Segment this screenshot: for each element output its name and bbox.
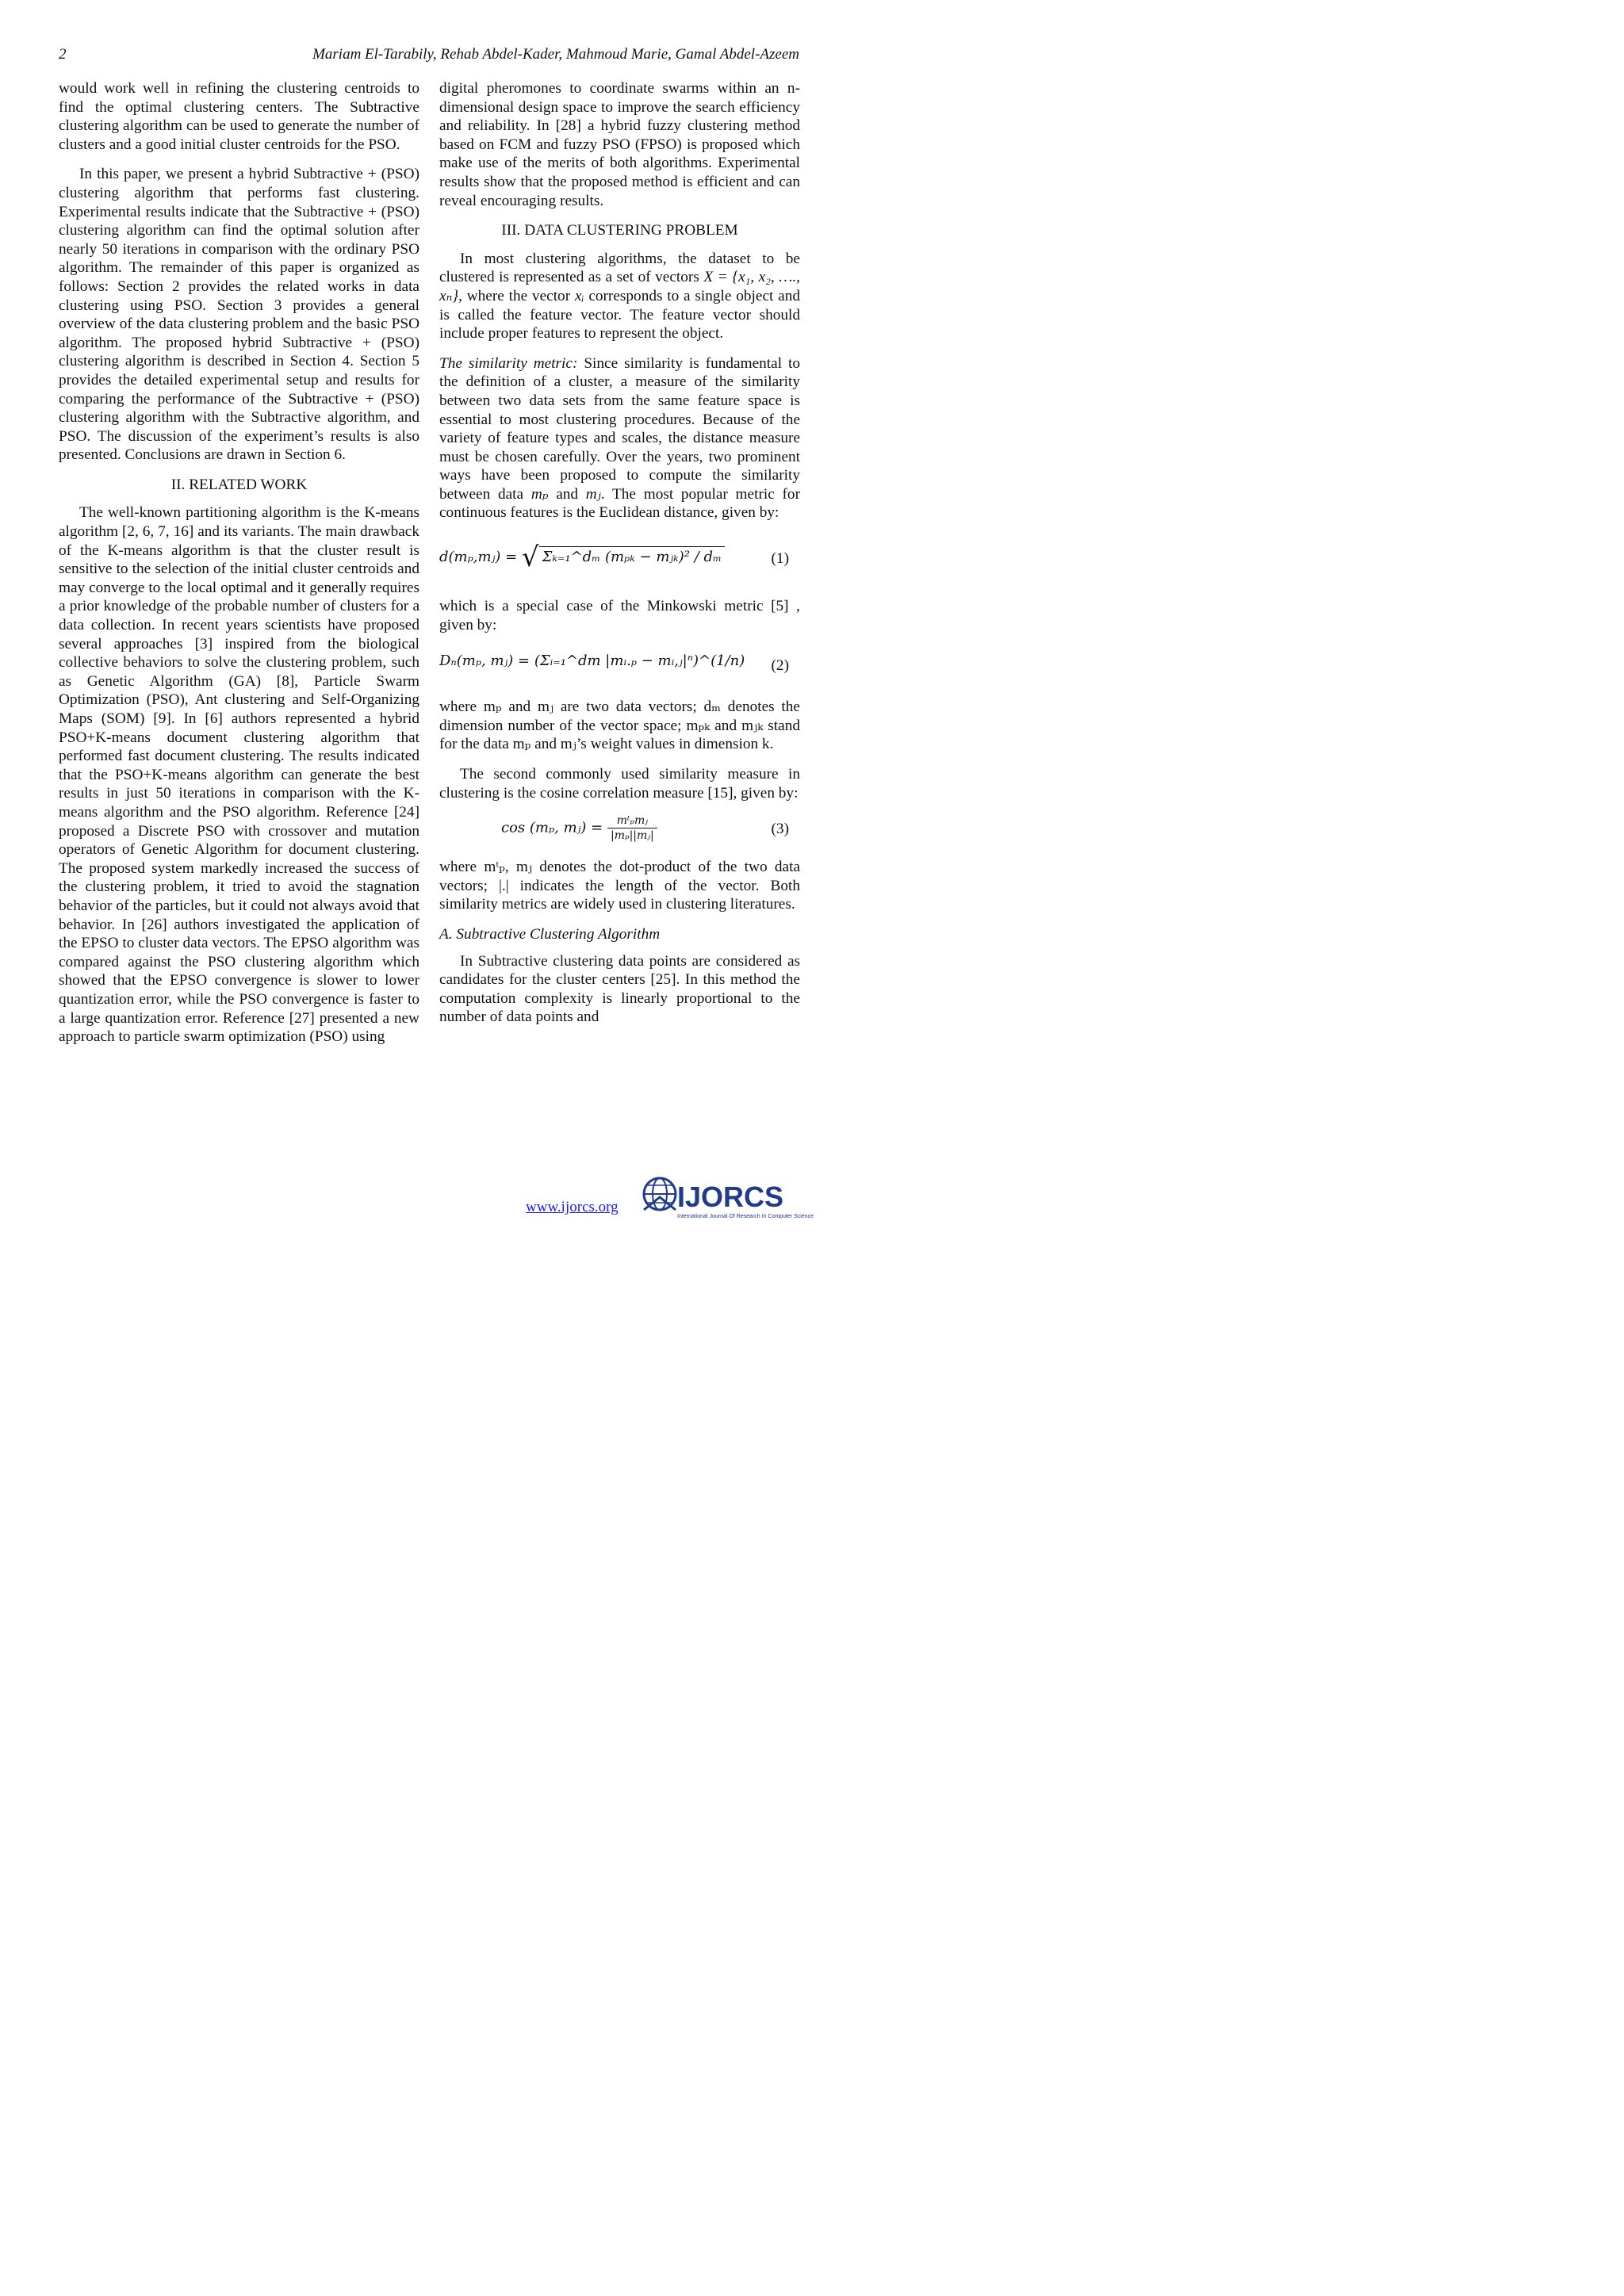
equation-3-body [501, 813, 657, 843]
paragraph [439, 354, 800, 522]
similarity-label: The similarity metric: [439, 354, 578, 372]
text-run: . The most popular metric for continuous features is the Euclidean distance, given by: [439, 485, 800, 522]
eq3-denominator: |mₚ||mⱼ| [611, 829, 654, 843]
eq1-radicand: Σₖ₌₁^dₘ (mₚₖ − mⱼₖ)² / dₘ [539, 546, 725, 565]
paragraph: In this paper, we present a hybrid Subtractive + (PSO) clustering algorithm that performs fast clustering. Experimental results indicate that the Subtractive + (PSO) clustering algorithm can find the optimal solution after nearly 50 iterations in comparison with the ordinary PSO algorithm. The remainder of this paper is organized as follows: Section 2 provides the related works in data clustering using PSO. Section 3 provides a general overview of the data clustering problem and the basic PSO algorithm. The proposed hybrid Subtractive + (PSO) clustering algorithm is described in Section 4. Section 5 provides the detailed experimental setup and results for comparing the performance of the Subtractive + (PSO) clustering algorithm with the Subtractive algorithm, and PSO. The discussion of the experiment’s results is also presented. Conclusions are drawn in Section 6. [59, 166, 419, 464]
text-run: corresponds to a single object and is called the feature vector. The feature vector should include proper features to represent the object. [439, 287, 800, 342]
eq3-lhs: cos (mₚ, mⱼ) = [501, 819, 603, 836]
globe-icon [644, 1178, 676, 1210]
text-run: and [556, 485, 579, 503]
right-column [439, 79, 800, 1038]
paragraph: where mᵗₚ, mⱼ denotes the dot-product of the two data vectors; |.| indicates the length of the vector. Both similarity metrics are widely used in clustering literatures. [439, 859, 800, 913]
math-mp: mₚ [530, 485, 549, 503]
journal-link[interactable]: www.ijorcs.org [526, 1199, 619, 1215]
paragraph [439, 250, 800, 343]
section-heading-related-work: II. RELATED WORK [170, 476, 308, 493]
math-set: X = {x₁, x₂, …., xₙ} [439, 269, 800, 304]
math-mj: mⱼ [585, 485, 601, 503]
paragraph: The second commonly used similarity measure in clustering is the cosine correlation measure [15], given by: [439, 766, 800, 802]
paragraph: The well-known partitioning algorithm is the K-means algorithm [2, 6, 7, 16] and its variants. The main drawback of the K-means algorithm is that the cluster result is sensitive to the selection of the initial cluster centroids and may converge to the local optimal and it generally requires a prior knowledge of the probable number of clusters for a data collection. In recent years scientists have proposed several approaches [3] inspired from the biological collective behaviors to solve the clustering problem, such as Genetic Algorithm (GA) [8], Particle Swarm Optimization (PSO), Ant clustering and Self-Organizing Maps (SOM) [9]. In [6] authors represented a hybrid PSO+K-means document clustering algorithm that performed fast document clustering. The results indicated that the PSO+K-means algorithm can generate the best results in just 50 iterations in comparison with the K-means algorithm and the PSO algorithm. Reference [24] proposed a Discrete PSO with crossover and mutation operators of Genetic Algorithm for document clustering. The proposed system markedly increased the success of the clustering problem, it tried to avoid the stagnation behavior of the particles, but it could not always avoid that behavior. In [26] authors investigated the application of the EPSO to cluster data vectors. The EPSO algorithm was compared against the PSO clustering algorithm which showed that the EPSO convergence is slower to lower quantization error, while the PSO convergence is faster to a large quantization error. Reference [27] presented a new approach to particle swarm optimization (PSO) using [59, 504, 419, 1046]
sqrt-sign: √ [521, 541, 539, 574]
paragraph: In Subtractive clustering data points are considered as candidates for the cluster centers [25]. In this method the computation complexity is linearly proportional to the number of data points and [439, 952, 800, 1026]
equation-2-body: Dₙ(mₚ, mⱼ) = (Σᵢ₌₁^dm |mᵢ.ₚ − mᵢ,ⱼ|ⁿ)^(1/n) [439, 652, 745, 670]
equation-number: (2) [771, 657, 789, 675]
equation-2 [439, 645, 800, 690]
logo-wordmark: IJORCS [677, 1181, 784, 1213]
math-xi: xᵢ [574, 287, 584, 304]
eq3-fraction [607, 813, 657, 843]
text-run: Since similarity is fundamental to the definition of a cluster, a measure of the similarity between two data sets from the same feature space is essential to most clustering procedures. Because of the variety of feature types and scales, the distance measure must be chosen carefully. Over the years, two prominent ways have been proposed to compute the similarity between data [439, 354, 800, 503]
left-column [59, 79, 419, 1058]
subsection-heading: A. Subtractive Clustering Algorithm [439, 926, 661, 943]
eq1-lhs: d(mₚ,mⱼ) = [439, 549, 518, 566]
paragraph: which is a special case of the Minkowski metric [5] , given by: [439, 598, 800, 633]
section-heading-data-clustering: III. DATA CLUSTERING PROBLEM [501, 222, 738, 239]
page-number: 2 [59, 46, 67, 63]
eq1-den: dₘ [703, 549, 722, 566]
header-authors: Mariam El-Tarabily, Rehab Abdel-Kader, Mahmoud Marie, Gamal Abdel-Azeem [312, 46, 799, 63]
paragraph: digital pheromones to coordinate swarms within an n-dimensional design space to improve the search efficiency and reliability. In [28] a hybrid fuzzy clustering method based on FCM and fuzzy PSO (FPSO) is proposed which make use of the merits of both algorithms. Experimental results show that the proposed method is efficient and can reveal encouraging results. [439, 80, 800, 209]
paragraph: where mₚ and mⱼ are two data vectors; dₘ denotes the dimension number of the vector space; mₚₖ and mⱼₖ stand for the data mₚ and mⱼ’s weight values in dimension k. [439, 698, 800, 753]
eq3-numerator: mᵗₚmⱼ [607, 813, 657, 828]
paragraph: would work well in refining the clustering centroids to find the optimal clustering centers. The Subtractive clustering algorithm can be used to generate the number of clusters and a good initial cluster centroids for the PSO. [59, 80, 419, 153]
equation-number: (1) [771, 550, 789, 568]
ijorcs-logo [639, 1173, 814, 1224]
logo-tagline: International Journal Of Research In Computer Science [677, 1214, 814, 1219]
equation-number: (3) [771, 821, 789, 838]
text-run: In most clustering algorithms, the dataset to be clustered is represented as a set of vectors [439, 250, 800, 286]
eq1-sum: Σₖ₌₁^dₘ (mₚₖ − mⱼₖ)² [542, 549, 690, 566]
equation-1-body [439, 541, 725, 574]
equation-1 [439, 534, 800, 589]
text-run: , where the vector [458, 287, 571, 304]
equation-3 [439, 809, 800, 850]
